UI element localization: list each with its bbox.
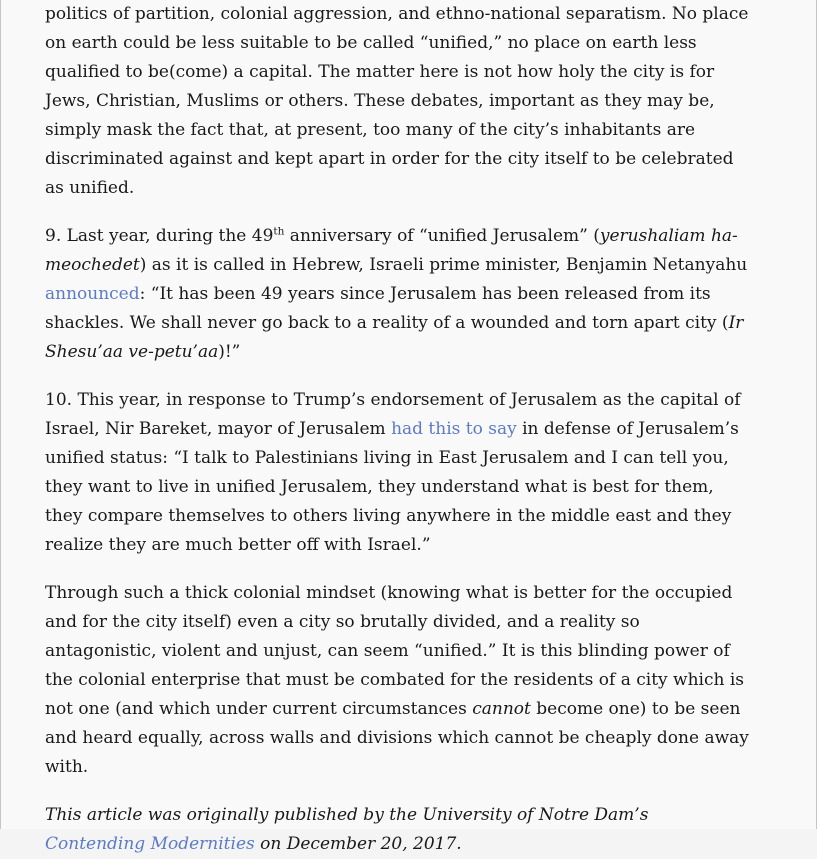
body-text: : “It has been 49 years since Jerusalem has been released from its shackles. We shall never go back to a reality of a wounded and torn apart city ( <box>45 284 729 333</box>
superscript-text: th <box>273 225 285 238</box>
body-text: )!” <box>218 342 241 362</box>
body-text: Through such a thick colonial mindset (knowing what is better for the occupied and for the city itself) even a city so brutally divided, and a reality so antagonistic, violent and unjust, can seem “unified.” It is this blinding power of the colonial enterprise that must be combated for the residents of a city which is not one (and which under current circumstances <box>45 583 745 719</box>
italic-text: cannot <box>472 699 531 719</box>
body-text: on December 20, 2017. <box>254 834 462 854</box>
italic-text: yerushaliam ha-meochedet <box>45 226 738 275</box>
paragraph-colonial-mindset <box>45 579 754 782</box>
body-text: ) as it is called in Hebrew, Israeli prime minister, Benjamin Netanyahu <box>139 255 748 275</box>
body-text: 10. This year, in response to Trump’s endorsement of Jerusalem as the capital of Israel, Nir Bareket, mayor of Jerusalem <box>45 390 741 439</box>
body-text: politics of partition, colonial aggression, and ethno-national separatism. No place on earth could be less suitable to be called “unified,” no place on earth less qualified to be(come) a capital. The matter here is not how holy the city is for Jews, Christian, Muslims or others. These debates, important as they may be, simply mask the fact that, at present, too many of the city’s inhabitants are discriminated against and kept apart in order for the city itself to be celebrated as unified. <box>45 4 749 198</box>
paragraph-10 <box>45 386 754 560</box>
article-body <box>1 0 816 859</box>
announced-link[interactable]: announced <box>45 284 140 304</box>
body-text: anniversary of “unified Jerusalem” ( <box>284 226 600 246</box>
paragraph-partition <box>45 0 754 203</box>
body-text: become one) to be seen and heard equally, across walls and divisions which cannot be cheaply done away with. <box>45 699 749 777</box>
paragraph-9 <box>45 222 754 367</box>
body-text: 9. Last year, during the 49 <box>45 226 274 246</box>
body-text: in defense of Jerusalem’s unified status: “I talk to Palestinians living in East Jerusalem and I can tell you, they want to live in unified Jerusalem, they understand what is best for them, they compare themselves to others living anywhere in the middle east and they realize they are much better off with Israel.” <box>45 419 739 555</box>
contending-modernities-link[interactable]: Contending Modernities <box>45 834 255 854</box>
had-this-to-say-link[interactable]: had this to say <box>391 419 517 439</box>
paragraph-attribution <box>45 801 754 859</box>
italic-text: Ir Shesu’aa ve-petu’aa <box>45 313 744 362</box>
body-text: This article was originally published by the University of Notre Dam’s <box>45 805 649 825</box>
